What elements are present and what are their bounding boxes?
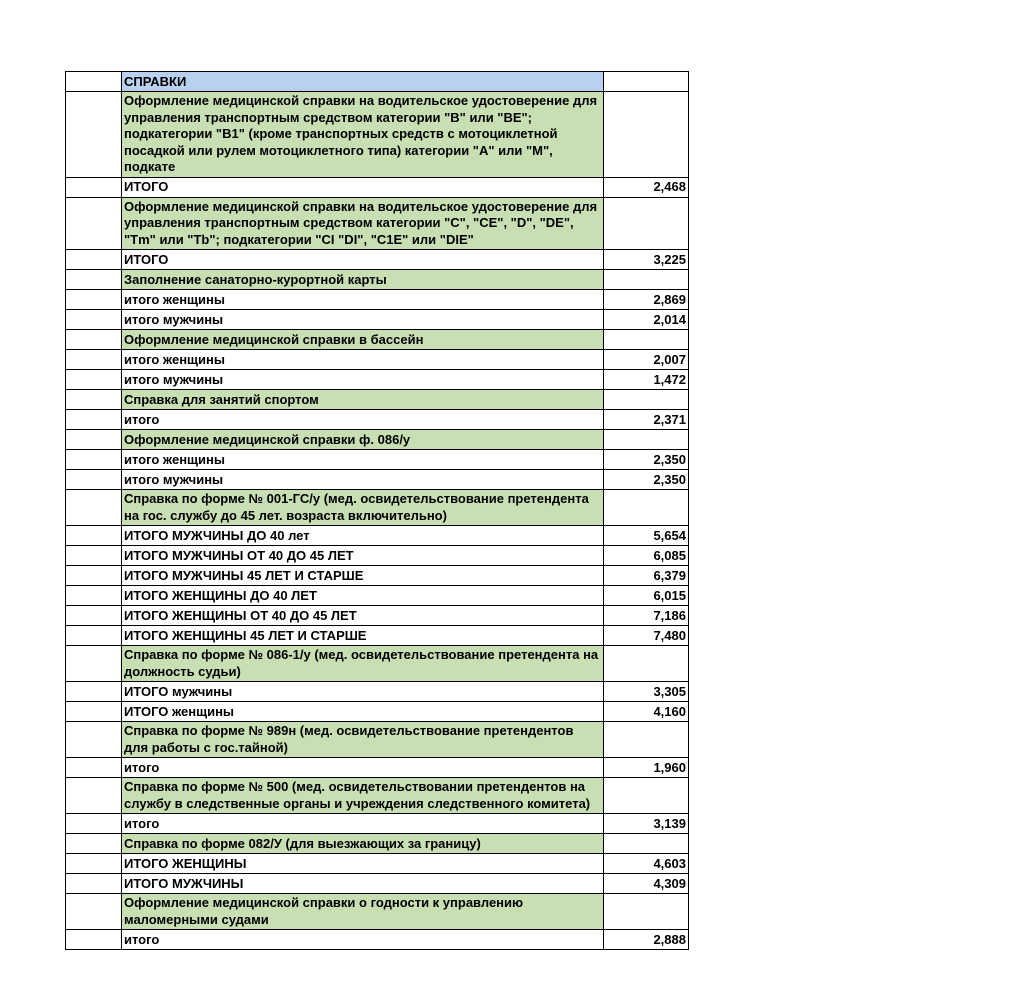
table-row xyxy=(66,814,689,834)
table-row xyxy=(66,290,689,310)
section-header-cell[interactable]: Справка по форме № 989н (мед. освидетельствование претендентов для работы с гос.тайной) xyxy=(122,722,604,758)
table-row xyxy=(66,526,689,546)
item-label-cell[interactable]: итого xyxy=(122,410,604,430)
row-blank-cell[interactable] xyxy=(66,626,122,646)
row-blank-cell[interactable] xyxy=(66,566,122,586)
section-header-cell[interactable]: Оформление медицинской справки на водительское удостоверение для управления транспортным средством категории "В" или "ВЕ"; подкатегории "В1" (кроме транспортных средств с мотоциклетной посадкой или рулем мотоциклетного типа) категории "А" или "М", подкате xyxy=(122,92,604,178)
item-value-cell[interactable]: 4,603 xyxy=(604,854,689,874)
row-blank-cell[interactable] xyxy=(66,834,122,854)
item-label-cell[interactable]: итого женщины xyxy=(122,290,604,310)
row-blank-cell[interactable] xyxy=(66,606,122,626)
row-blank-cell[interactable] xyxy=(66,430,122,450)
row-blank-cell[interactable] xyxy=(66,310,122,330)
table-row xyxy=(66,626,689,646)
item-value-cell[interactable] xyxy=(604,490,689,526)
table-row xyxy=(66,854,689,874)
item-label-cell[interactable]: итого xyxy=(122,758,604,778)
table-row xyxy=(66,177,689,197)
item-value-cell[interactable] xyxy=(604,834,689,854)
row-blank-cell[interactable] xyxy=(66,350,122,370)
item-label-cell[interactable]: итого мужчины xyxy=(122,310,604,330)
table-row xyxy=(66,490,689,526)
item-value-cell[interactable] xyxy=(604,646,689,682)
item-value-cell[interactable] xyxy=(604,390,689,410)
table-row xyxy=(66,92,689,178)
item-label-cell[interactable]: ИТОГО МУЖЧИНЫ 45 ЛЕТ И СТАРШЕ xyxy=(122,566,604,586)
row-blank-cell[interactable] xyxy=(66,758,122,778)
item-value-cell[interactable]: 7,480 xyxy=(604,626,689,646)
item-label-cell[interactable]: итого xyxy=(122,930,604,950)
table-row xyxy=(66,197,689,250)
item-label-cell[interactable]: итого женщины xyxy=(122,350,604,370)
item-value-cell[interactable]: 6,015 xyxy=(604,586,689,606)
section-header-cell[interactable]: Заполнение санаторно-курортной карты xyxy=(122,270,604,290)
table-row xyxy=(66,682,689,702)
row-blank-cell[interactable] xyxy=(66,470,122,490)
item-value-cell[interactable] xyxy=(604,430,689,450)
item-label-cell[interactable]: ИТОГО МУЖЧИНЫ ОТ 40 ДО 45 ЛЕТ xyxy=(122,546,604,566)
row-blank-cell[interactable] xyxy=(66,778,122,814)
table-row xyxy=(66,778,689,814)
row-blank-cell[interactable] xyxy=(66,854,122,874)
table-row xyxy=(66,330,689,350)
item-value-cell[interactable]: 2,350 xyxy=(604,450,689,470)
section-header-cell[interactable]: Справка для занятий спортом xyxy=(122,390,604,410)
table-row xyxy=(66,390,689,410)
section-header-cell[interactable]: Справка по форме № 001-ГС/у (мед. освидетельствование претендента на гос. службу до 45 лет. возраста включительно) xyxy=(122,490,604,526)
table-row xyxy=(66,72,689,92)
item-value-cell[interactable]: 7,186 xyxy=(604,606,689,626)
item-label-cell[interactable]: итого женщины xyxy=(122,450,604,470)
row-blank-cell[interactable] xyxy=(66,586,122,606)
item-value-cell[interactable] xyxy=(604,92,689,178)
item-value-cell[interactable]: 6,085 xyxy=(604,546,689,566)
row-blank-cell[interactable] xyxy=(66,814,122,834)
item-value-cell[interactable] xyxy=(604,894,689,930)
item-value-cell[interactable]: 2,371 xyxy=(604,410,689,430)
table-row xyxy=(66,250,689,270)
section-header-cell[interactable]: Справка по форме 082/У (для выезжающих за границу) xyxy=(122,834,604,854)
table-row xyxy=(66,606,689,626)
item-value-cell[interactable]: 2,869 xyxy=(604,290,689,310)
section-header-cell[interactable]: Оформление медицинской справки в бассейн xyxy=(122,330,604,350)
table-row xyxy=(66,702,689,722)
item-value-cell[interactable]: 2,014 xyxy=(604,310,689,330)
item-value-cell[interactable] xyxy=(604,778,689,814)
row-blank-cell[interactable] xyxy=(66,722,122,758)
item-value-cell[interactable] xyxy=(604,722,689,758)
section-header-cell[interactable]: Оформление медицинской справки о годности к управлению маломерными судами xyxy=(122,894,604,930)
item-value-cell[interactable] xyxy=(604,197,689,250)
table-row xyxy=(66,930,689,950)
table-row xyxy=(66,370,689,390)
sheet-area xyxy=(65,71,689,950)
table-row xyxy=(66,546,689,566)
row-blank-cell[interactable] xyxy=(66,490,122,526)
item-label-cell[interactable]: итого xyxy=(122,814,604,834)
table-row xyxy=(66,270,689,290)
item-value-cell[interactable]: 2,468 xyxy=(604,177,689,197)
table-row xyxy=(66,350,689,370)
table-row xyxy=(66,758,689,778)
table-row xyxy=(66,566,689,586)
table-row xyxy=(66,410,689,430)
item-value-cell[interactable]: 3,225 xyxy=(604,250,689,270)
row-blank-cell[interactable] xyxy=(66,894,122,930)
item-label-cell[interactable]: ИТОГО МУЖЧИНЫ ДО 40 лет xyxy=(122,526,604,546)
section-header-cell[interactable]: Справка по форме № 086-1/у (мед. освидетельствование претендента на должность судьи) xyxy=(122,646,604,682)
row-blank-cell[interactable] xyxy=(66,72,122,92)
item-label-cell[interactable]: ИТОГО ЖЕНЩИНЫ ДО 40 ЛЕТ xyxy=(122,586,604,606)
item-label-cell[interactable]: ИТОГО ЖЕНЩИНЫ xyxy=(122,854,604,874)
table-row xyxy=(66,834,689,854)
item-value-cell[interactable]: 5,654 xyxy=(604,526,689,546)
section-header-cell[interactable]: Оформление медицинской справки ф. 086/у xyxy=(122,430,604,450)
item-value-cell[interactable]: 2,007 xyxy=(604,350,689,370)
item-value-cell[interactable] xyxy=(604,72,689,92)
item-label-cell[interactable]: ИТОГО ЖЕНЩИНЫ 45 ЛЕТ И СТАРШЕ xyxy=(122,626,604,646)
item-value-cell[interactable]: 4,160 xyxy=(604,702,689,722)
table-row xyxy=(66,430,689,450)
row-blank-cell[interactable] xyxy=(66,390,122,410)
item-value-cell[interactable]: 3,305 xyxy=(604,682,689,702)
item-label-cell[interactable]: ИТОГО женщины xyxy=(122,702,604,722)
item-label-cell[interactable]: ИТОГО xyxy=(122,250,604,270)
item-value-cell[interactable] xyxy=(604,270,689,290)
item-label-cell[interactable]: итого мужчины xyxy=(122,470,604,490)
row-blank-cell[interactable] xyxy=(66,526,122,546)
row-blank-cell[interactable] xyxy=(66,702,122,722)
row-blank-cell[interactable] xyxy=(66,197,122,250)
table-row xyxy=(66,646,689,682)
item-label-cell[interactable]: ИТОГО ЖЕНЩИНЫ ОТ 40 ДО 45 ЛЕТ xyxy=(122,606,604,626)
item-label-cell[interactable]: ИТОГО мужчины xyxy=(122,682,604,702)
row-blank-cell[interactable] xyxy=(66,450,122,470)
table-row xyxy=(66,894,689,930)
table-row xyxy=(66,450,689,470)
section-header-cell[interactable]: Справка по форме № 500 (мед. освидетельствовании претендентов на службу в следственные органы и учреждения следственного комитета) xyxy=(122,778,604,814)
row-blank-cell[interactable] xyxy=(66,330,122,350)
item-label-cell[interactable]: ИТОГО МУЖЧИНЫ xyxy=(122,874,604,894)
table-row xyxy=(66,586,689,606)
row-blank-cell[interactable] xyxy=(66,177,122,197)
table-row xyxy=(66,470,689,490)
item-value-cell[interactable]: 3,139 xyxy=(604,814,689,834)
row-blank-cell[interactable] xyxy=(66,370,122,390)
certificates-price-table xyxy=(65,71,689,950)
row-blank-cell[interactable] xyxy=(66,682,122,702)
item-value-cell[interactable] xyxy=(604,330,689,350)
sheet-title-cell[interactable]: СПРАВКИ xyxy=(122,72,604,92)
row-blank-cell[interactable] xyxy=(66,92,122,178)
item-label-cell[interactable]: итого мужчины xyxy=(122,370,604,390)
row-blank-cell[interactable] xyxy=(66,930,122,950)
item-value-cell[interactable]: 2,888 xyxy=(604,930,689,950)
row-blank-cell[interactable] xyxy=(66,410,122,430)
table-row xyxy=(66,310,689,330)
row-blank-cell[interactable] xyxy=(66,546,122,566)
item-value-cell[interactable]: 4,309 xyxy=(604,874,689,894)
item-value-cell[interactable]: 1,472 xyxy=(604,370,689,390)
item-value-cell[interactable]: 2,350 xyxy=(604,470,689,490)
table-row xyxy=(66,722,689,758)
row-blank-cell[interactable] xyxy=(66,270,122,290)
item-value-cell[interactable]: 6,379 xyxy=(604,566,689,586)
table-row xyxy=(66,874,689,894)
item-label-cell[interactable]: ИТОГО xyxy=(122,177,604,197)
row-blank-cell[interactable] xyxy=(66,290,122,310)
item-value-cell[interactable]: 1,960 xyxy=(604,758,689,778)
row-blank-cell[interactable] xyxy=(66,646,122,682)
row-blank-cell[interactable] xyxy=(66,874,122,894)
row-blank-cell[interactable] xyxy=(66,250,122,270)
section-header-cell[interactable]: Оформление медицинской справки на водительское удостоверение для управления транспортным средством категории "С", "СЕ", "D", "DE", "Tm" или "Tb"; подкатегории "CI "DI", "C1E" или "DIE" xyxy=(122,197,604,250)
